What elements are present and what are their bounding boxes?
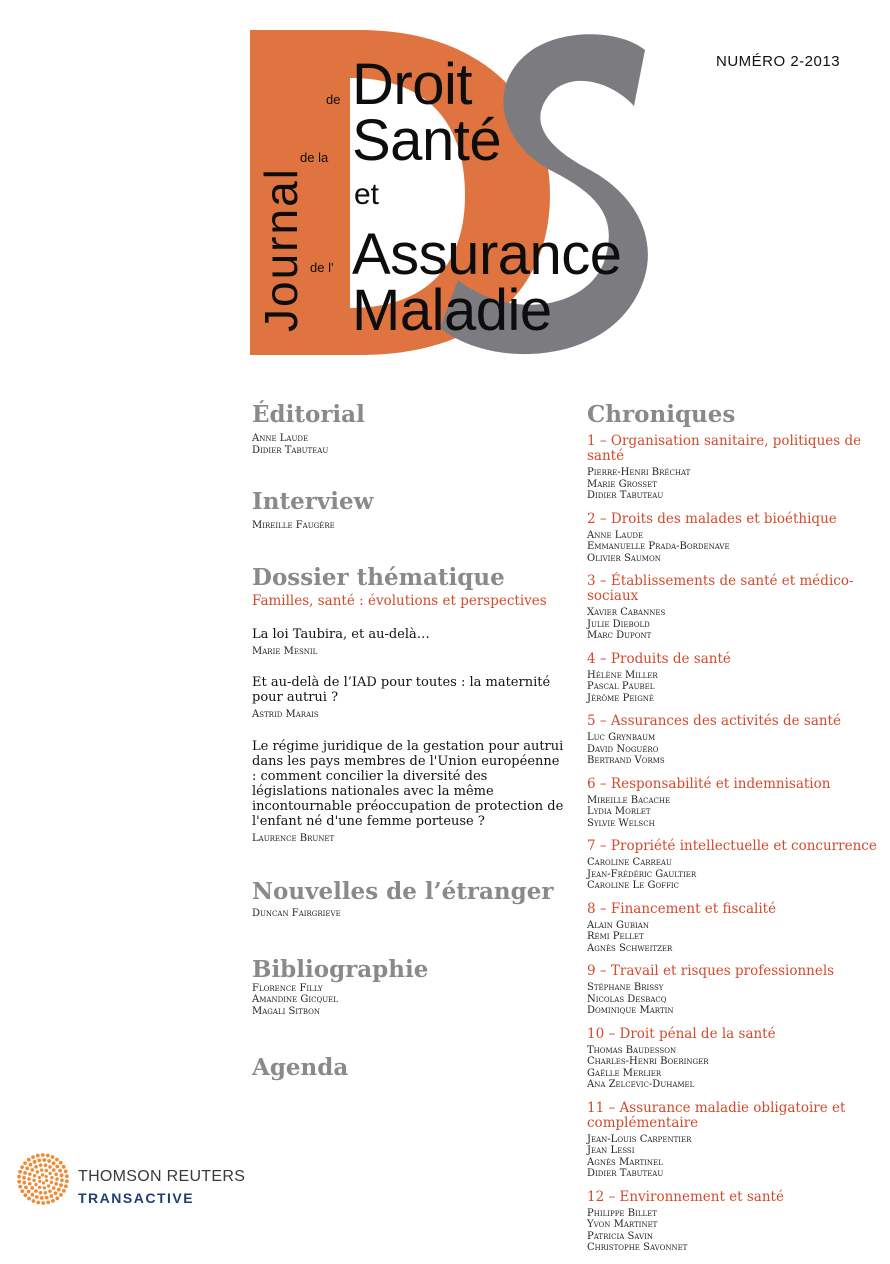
author: Caroline Le Goffic [587,880,680,891]
author: Rémi Pellet [587,931,644,942]
logo-dot [29,1163,33,1167]
logo-dot [47,1184,50,1187]
biblio-title: Bibliographie [252,955,429,983]
author: David Noguéro [587,743,659,755]
nouvelles-title: Nouvelles de l’étranger [252,878,554,905]
article-title: Et au-delà de l’IAD pour toutes : la maternité pour autrui ? [252,675,551,705]
editorial-section [252,402,564,456]
logo-dot [18,1185,22,1189]
issue-number: NUMÉRO 2-2013 [716,53,841,70]
author: Dominique Martin [587,1005,674,1016]
logo-dot [45,1169,48,1172]
logo-dot [52,1168,56,1172]
logo-dot [64,1184,68,1188]
logo-dot [52,1186,56,1190]
logo-dot [38,1176,41,1179]
article [252,627,564,658]
prep-de-l: de l' [310,260,334,275]
logo-dot [33,1160,37,1164]
publisher-name: THOMSON REUTERS [78,1168,246,1185]
logo-dot [25,1167,29,1171]
logo-dot [52,1161,56,1165]
logo-dot [55,1158,59,1162]
logo-dot [40,1168,43,1171]
author: Christophe Savonnet [587,1242,688,1253]
biblio-authors [252,983,564,1018]
logo-dot [50,1181,53,1184]
author: Didier Tabuteau [587,1168,664,1179]
chronique-title: 5 – Assurances des activités de santé [587,713,841,729]
author: Mireille Bacache [587,794,671,806]
logo-dot [17,1175,21,1179]
author: Luc Grynbaum [587,732,656,743]
logo-dot [42,1158,46,1162]
chronique-title: 9 – Travail et risques professionnels [587,963,835,979]
logo-dot [23,1161,27,1165]
agenda-section [252,1055,564,1081]
author: Thomas Baudesson [587,1044,677,1056]
author: Duncan Fairgrieve [252,908,341,919]
logo-dot [45,1196,49,1200]
logo-dot [65,1174,69,1178]
logo-dot [65,1179,69,1183]
author: Anne Laude [587,529,644,541]
logo-dot [23,1171,27,1175]
logo-dot [51,1199,55,1203]
chronique-title: 2 – Droits des malades et bioéthique [587,510,837,527]
word-maladie: Maladie [352,278,552,343]
chronique-item [587,574,877,642]
chronique-title: 1 – Organisation sanitaire, politiques de santé [587,433,862,464]
logo-dot [44,1163,48,1167]
chronique-item [587,1027,877,1091]
article-author: Marie Mesnil [252,645,318,657]
author: Anne Laude [252,433,309,444]
logo-dot [17,1180,21,1184]
logo-dot [34,1189,38,1193]
logo-dot [41,1153,45,1157]
logo-dot [37,1158,41,1162]
logo-dot [27,1158,31,1162]
logo-dot [50,1176,53,1179]
author: Alain Gubian [587,919,649,931]
article-author: Astrid Marais [252,709,319,720]
chronique-title: 8 – Financement et fiscalité [587,900,777,917]
author: Stéphane Brissy [587,982,664,993]
chronique-title: 12 – Environnement et santé [587,1188,784,1205]
author: Mireille Faugère [252,520,335,531]
logo-dot [60,1178,64,1182]
chronique-authors [587,732,877,767]
author: Philippe Billet [587,1207,657,1219]
logo-dot [58,1169,62,1173]
chronique-title: 11 – Assurance maladie obligatoire et complémentaire [587,1099,846,1131]
nouvelles-section [252,879,564,920]
chronique-authors [587,920,877,955]
article [252,739,564,845]
logo-dot [64,1169,68,1173]
author: Olivier Saumon [587,552,661,564]
logo-dot [47,1159,51,1163]
chronique-title: 4 – Produits de santé [587,650,731,667]
chronique-authors [587,982,877,1017]
author: Agnès Schweitzer [587,942,673,954]
logo-dot [55,1196,59,1200]
word-sante: Santé [352,108,502,173]
interview-section [252,489,564,532]
article-author: Laurence Brunet [252,832,335,844]
word-et: et [354,178,380,211]
author: Pascal Paubel [587,681,655,692]
logo-dot [55,1177,59,1181]
chronique-item [587,652,877,705]
logo-dot [20,1189,24,1193]
logo-dot [32,1199,36,1203]
author: Bertrand Vorms [587,755,665,766]
chronique-authors [587,670,877,705]
logo-dot [36,1154,40,1158]
logo-dot [38,1186,41,1189]
author: Jean-Louis Carpentier [587,1133,692,1145]
dossier-subtitle: Familles, santé : évolutions et perspectives [252,592,547,609]
chronique-authors [587,467,877,502]
author: Julie Diebold [587,618,650,630]
editorial-title: Éditorial [252,401,365,428]
logo-dot [43,1186,46,1189]
chronique-item [587,434,877,502]
author: Jean-Frédéric Gaultier [587,868,697,880]
logo-dot [33,1174,36,1177]
left-column [252,402,564,1081]
logo-dot [35,1195,39,1199]
chronique-item [587,964,877,1017]
chronique-item [587,902,877,955]
logo-dot [42,1181,45,1184]
logo-dot [34,1183,37,1186]
author: Jean Lessi [587,1145,635,1156]
prep-de-la: de la [300,150,329,165]
chronique-authors [587,1045,877,1091]
author: Charles-Henri Boeringer [587,1056,709,1067]
author: Sylvie Welsch [587,817,655,829]
logo-dot [39,1191,43,1195]
author: Hélène Miller [587,669,658,681]
biblio-section [252,957,564,1018]
logo-dot [20,1165,24,1169]
logo-dot [24,1185,28,1189]
logo-dot [51,1155,55,1159]
chroniques-column [587,402,877,1254]
author: Magali Sitbon [252,1005,320,1017]
logo-dot [27,1177,31,1181]
author: Agnès Martinel [587,1156,663,1168]
chronique-title: 10 – Droit pénal de la santé [587,1025,776,1042]
logo-dot [36,1201,40,1205]
logo-dot [31,1155,35,1159]
dossier-title: Dossier thématique [252,563,505,591]
chronique-item [587,839,877,892]
logo-dot [38,1180,41,1183]
author: Caroline Carreau [587,857,672,868]
chronique-item [587,1190,877,1254]
logo-dot [34,1165,38,1169]
logo-dot [49,1194,53,1198]
logo-dot [18,1170,22,1174]
logo-dot [32,1179,35,1182]
interview-authors [252,520,564,532]
logo-dot [48,1172,51,1175]
logo-dot [55,1165,59,1169]
author: Didier Tabuteau [587,490,664,501]
chronique-item [587,777,877,830]
editorial-authors [252,433,564,456]
logo-dot [46,1201,50,1205]
logo-dot [28,1172,32,1176]
chroniques-list [587,434,877,1254]
author: Gaëlle Merlier [587,1067,662,1079]
logo-dot [41,1173,44,1176]
logo-dot [57,1188,61,1192]
logo-dot [31,1168,35,1172]
journal-word: Journal [255,167,307,332]
chronique-authors [587,530,877,565]
logo-dot [62,1165,66,1169]
chronique-item [587,714,877,767]
chronique-authors [587,795,877,830]
author: Didier Tabuteau [252,444,329,456]
logo-dot [27,1197,31,1201]
logo-dot [54,1182,58,1186]
logo-dot [59,1193,63,1197]
logo-dot [54,1191,58,1195]
logo-dot [28,1182,32,1186]
agenda-title: Agenda [252,1054,349,1081]
logo-dot [22,1176,26,1180]
logo-dot [54,1172,58,1176]
logo-dot [45,1179,48,1182]
dossier-section [252,565,564,845]
author: Florence Filly [252,982,323,994]
chronique-authors [587,857,877,892]
author: Yvon Martinet [587,1219,658,1230]
logo-dot [41,1201,45,1205]
interview-title: Interview [252,488,374,515]
logo-dot [30,1186,34,1190]
author: Marie Grosset [587,478,657,490]
chronique-title: 7 – Propriété intellectuelle et concurrence [587,838,877,854]
logo-dot [45,1175,48,1178]
article [252,675,564,721]
logo-dot [62,1189,66,1193]
logo-dot [60,1173,64,1177]
author: Nicolas Desbacq [587,993,667,1005]
author: Lydia Morlet [587,806,651,817]
author: Xavier Cabannes [587,607,666,618]
article-title: Le régime juridique de la gestation pour autrui dans les pays membres de l'Union européenne : comment concilier la diversité des législations nationales avec la même incontournable préoccupation de protection de l'enfant né d'une femme porteuse ? [252,738,564,829]
logo-dot [23,1193,27,1197]
logo-dot [31,1193,35,1197]
chronique-item [587,512,877,565]
author: Emmanuelle Prada-Bordenave [587,541,730,552]
logo-dot [59,1183,63,1187]
logo-dot [59,1161,63,1165]
logo-dot [48,1189,52,1193]
logo-dot [48,1165,52,1169]
author: Patricia Savin [587,1230,653,1242]
chronique-authors [587,1208,877,1254]
prep-de: de [326,92,341,107]
author: Ana Zelcevic-Duhamel [587,1079,695,1090]
logo-dot [46,1154,50,1158]
chronique-authors [587,607,877,642]
logo-dot [39,1163,43,1167]
logo-dot [27,1190,31,1194]
author: Pierre-Henri Bréchat [587,467,691,478]
logo-dot [44,1191,48,1195]
publisher-sub: TRANSACTIVE [78,1190,195,1206]
chronique-authors [587,1134,877,1180]
word-droit: Droit [352,52,472,117]
logo-dot [40,1196,44,1200]
word-assurance: Assurance [352,222,622,287]
chroniques-title: Chroniques [587,401,736,428]
logo-dot [22,1181,26,1185]
author: Marc Dupont [587,630,652,641]
author: Jérôme Peigné [587,692,655,704]
chronique-title: 6 – Responsabilité et indemnisation [587,775,831,792]
author: Amandine Gicquel [252,994,338,1005]
chronique-item [587,1101,877,1180]
chronique-title: 3 – Établissements de santé et médico-sociaux [587,573,854,604]
logo-dot [36,1170,39,1173]
thomson-reuters-logo-icon [16,1152,70,1206]
article-title: La loi Taubira, et au-delà… [252,626,430,642]
